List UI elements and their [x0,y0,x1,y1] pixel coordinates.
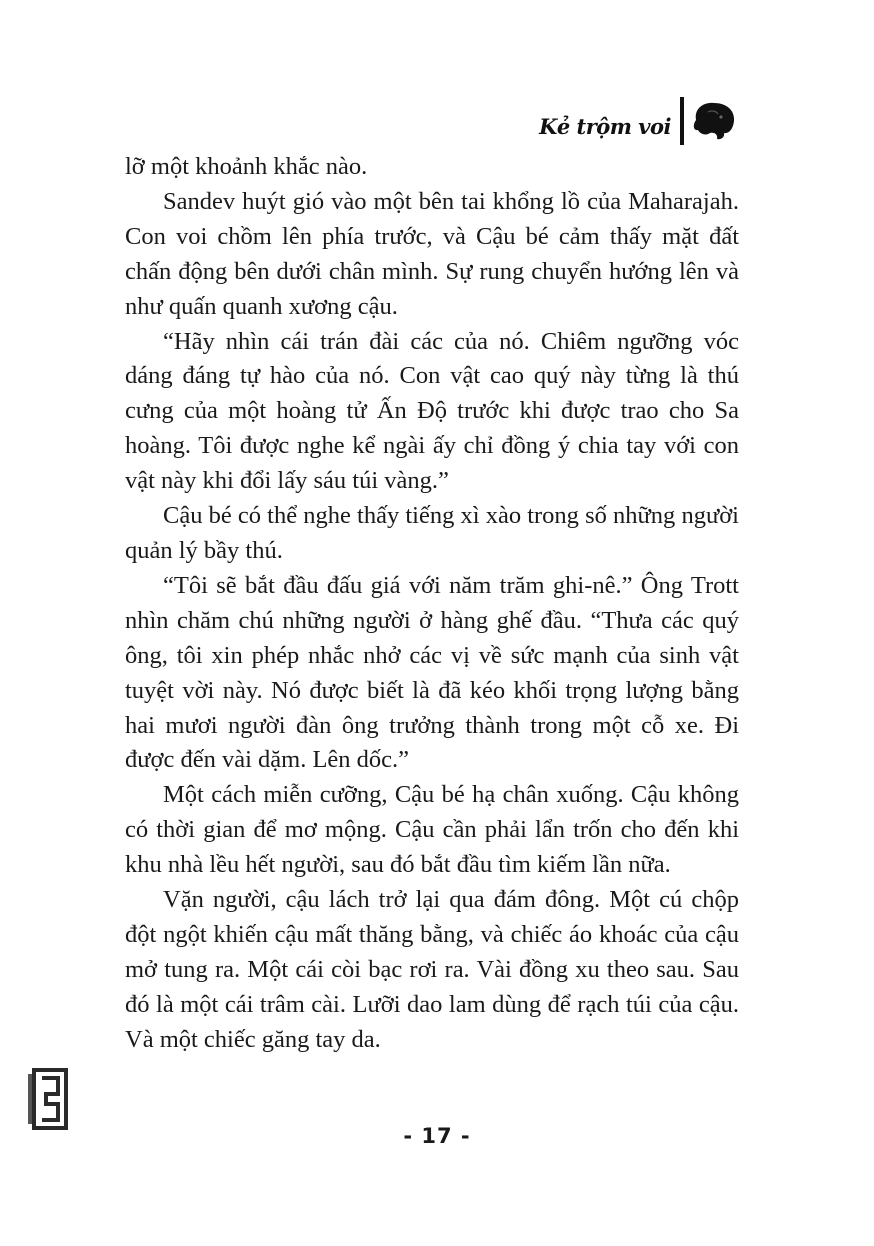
paragraph: Vặn người, cậu lách trở lại qua đám đông. Một cú chộp đột ngột khiến cậu mất thăng bằng, và chiếc áo khoác của cậu mở tung ra. Một cái còi bạc rơi ra. Vài đồng xu theo sau. Sau đó là một cái trâm cài. Lưỡi dao lam dùng để rạch túi của cậu. Và một chiếc găng tay da. [125,886,739,1053]
paragraph: Sandev huýt gió vào một bên tai khổng lồ của Maharajah. Con voi chồm lên phía trước, và Cậu bé cảm thấy mặt đất chấn động bên dưới chân mình. Sự rung chuyển hướng lên và như quấn quanh xương cậu. [125,187,739,320]
paragraph: lỡ một khoảnh khắc nào. [125,153,368,180]
publisher-logo-icon [26,1064,74,1134]
elephant-head-icon [688,100,738,142]
page-body [125,150,739,1058]
running-title: Kẻ trộm voi [539,113,671,139]
paragraph: “Tôi sẽ bắt đầu đấu giá với năm trăm ghi-nê.” Ông Trott nhìn chăm chú những người ở hàng ghế đầu. “Thưa các quý ông, tôi xin phép nhắc nhở các vị về sức mạnh của sinh vật tuyệt vời này. Nó được biết là đã kéo khối trọng lượng bằng hai mươi người đàn ông trưởng thành trong một cỗ xe. Đi được đến vài dặm. Lên dốc.” [125,571,739,774]
paragraph: “Hãy nhìn cái trán đài các của nó. Chiêm ngưỡng vóc dáng đáng tự hào của nó. Con vật cao quý này từng là thú cưng của một hoàng tử Ấn Độ trước khi được trao cho Sa hoàng. Tôi được nghe kể ngài ấy chỉ đồng ý chia tay với con vật này khi đổi lấy sáu túi vàng.” [125,327,739,495]
paragraph: Một cách miễn cưỡng, Cậu bé hạ chân xuống. Cậu không có thời gian để mơ mộng. Cậu cần phải lẩn trốn cho đến khi khu nhà lều hết người, sau đó bắt đầu tìm kiếm lần nữa. [125,781,739,879]
paragraph: Cậu bé có thể nghe thấy tiếng xì xào trong số những người quản lý bầy thú. [125,502,739,564]
page-number: - 17 - [403,1124,471,1148]
